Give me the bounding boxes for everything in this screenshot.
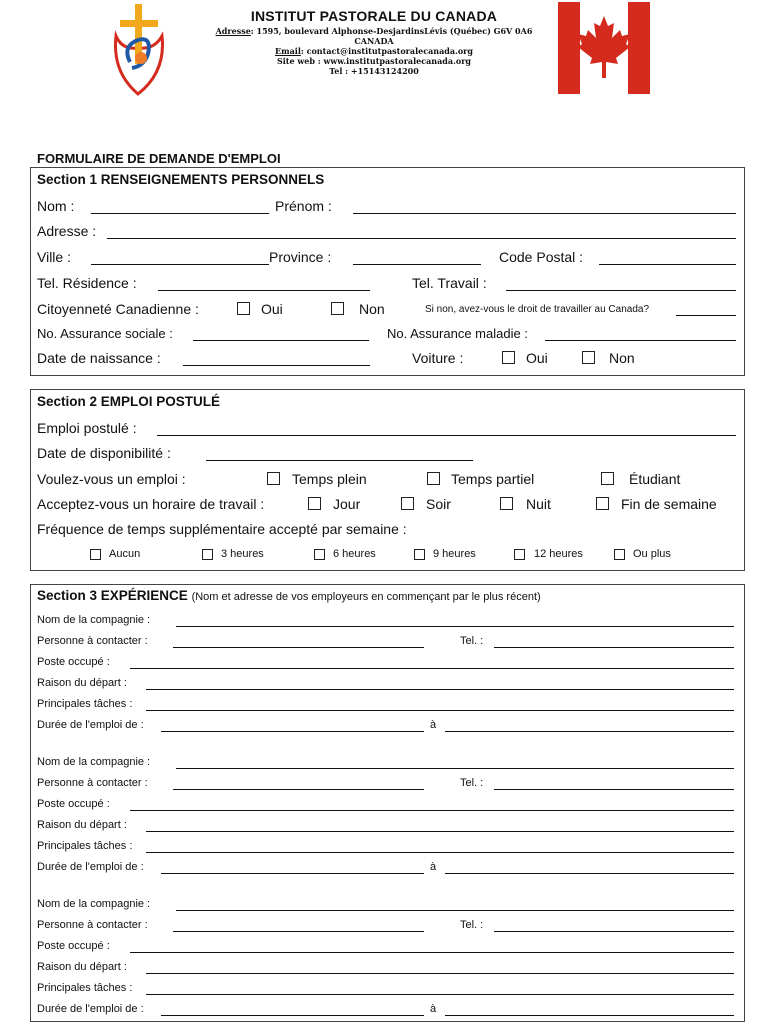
tel-label: Tel. :	[460, 777, 484, 789]
tel-residence-field[interactable]	[158, 290, 370, 291]
duree-a-label: à	[430, 1003, 437, 1015]
adresse-label: Adresse :	[37, 223, 97, 239]
code-postal-label: Code Postal :	[499, 249, 584, 265]
date-disponibilite-field[interactable]	[206, 460, 473, 461]
section3-title-text: Section 3 EXPÉRIENCE	[37, 588, 188, 603]
temps-partiel-label: Temps partiel	[451, 471, 535, 487]
compagnie-field[interactable]	[176, 626, 734, 627]
ou-plus-checkbox[interactable]	[614, 549, 625, 560]
soir-label: Soir	[426, 496, 451, 512]
duree-to-field[interactable]	[445, 1015, 734, 1016]
section3-note: (Nom et adresse de vos employeurs en commençant par le plus récent)	[191, 591, 541, 603]
taches-field[interactable]	[146, 710, 734, 711]
raison-label: Raison du départ :	[37, 677, 127, 689]
citoyennete-label: Citoyenneté Canadienne :	[37, 301, 199, 317]
tel-field[interactable]	[494, 647, 734, 648]
section3-title	[37, 588, 541, 603]
ville-field[interactable]	[91, 264, 269, 265]
voiture-non-checkbox[interactable]	[582, 351, 595, 364]
section1-title: Section 1 RENSEIGNEMENTS PERSONNELS	[37, 172, 325, 187]
nuit-label: Nuit	[526, 496, 551, 512]
date-naissance-field[interactable]	[183, 365, 370, 366]
horaire-label: Acceptez-vous un horaire de travail :	[37, 496, 265, 512]
poste-label: Poste occupé :	[37, 798, 110, 810]
duree-to-field[interactable]	[445, 873, 734, 874]
3-heures-checkbox[interactable]	[202, 549, 213, 560]
raison-field[interactable]	[146, 831, 734, 832]
canada-flag-icon	[558, 2, 650, 94]
section-personal-info	[30, 167, 745, 376]
etudiant-label: Étudiant	[629, 471, 681, 487]
poste-field[interactable]	[130, 668, 734, 669]
assurance-maladie-label: No. Assurance maladie :	[387, 326, 528, 341]
jour-checkbox[interactable]	[308, 497, 321, 510]
address-value: : 1595, boulevard Alphonse-DesjardinsLévis (Québec) G6V 0A6 CANADA	[250, 26, 533, 46]
voiture-oui-checkbox[interactable]	[502, 351, 515, 364]
poste-field[interactable]	[130, 810, 734, 811]
code-postal-field[interactable]	[599, 264, 736, 265]
compagnie-label: Nom de la compagnie :	[37, 898, 151, 910]
duree-label: Durée de l'emploi de :	[37, 1003, 144, 1015]
website-line: Site web : www.institutpastoralecanada.org	[276, 56, 472, 66]
droit-travail-label: Si non, avez-vous le droit de travailler au Canada?	[425, 304, 650, 315]
email-label: Email	[275, 46, 301, 56]
contact-label: Personne à contacter :	[37, 777, 148, 789]
emploi-postule-field[interactable]	[157, 435, 736, 436]
raison-label: Raison du départ :	[37, 961, 127, 973]
taches-label: Principales tâches :	[37, 840, 133, 852]
form-title: FORMULAIRE DE DEMANDE D'EMPLOI	[37, 151, 281, 166]
tel-travail-label: Tel. Travail :	[412, 275, 487, 291]
address-line	[200, 26, 548, 46]
poste-label: Poste occupé :	[37, 940, 110, 952]
taches-field[interactable]	[146, 994, 734, 995]
date-naissance-label: Date de naissance :	[37, 350, 161, 366]
voiture-oui-label: Oui	[526, 350, 548, 366]
phone-line: Tel : +15143124200	[329, 66, 419, 76]
soir-checkbox[interactable]	[401, 497, 414, 510]
tel-travail-field[interactable]	[506, 290, 736, 291]
voiture-non-label: Non	[609, 350, 635, 366]
emploi-postule-label: Emploi postulé :	[37, 420, 137, 436]
section-job-applied	[30, 389, 745, 571]
nom-field[interactable]	[91, 213, 269, 214]
temps-plein-checkbox[interactable]	[267, 472, 280, 485]
jour-label: Jour	[333, 496, 361, 512]
prenom-label: Prénom :	[275, 198, 332, 214]
compagnie-field[interactable]	[176, 768, 734, 769]
duree-label: Durée de l'emploi de :	[37, 861, 144, 873]
duree-from-field[interactable]	[161, 1015, 424, 1016]
frequence-label: Fréquence de temps supplémentaire accepté par semaine :	[37, 521, 407, 537]
temps-plein-label: Temps plein	[292, 471, 367, 487]
taches-field[interactable]	[146, 852, 734, 853]
tel-field[interactable]	[494, 931, 734, 932]
raison-field[interactable]	[146, 973, 734, 974]
droit-travail-field[interactable]	[676, 315, 736, 316]
raison-label: Raison du départ :	[37, 819, 127, 831]
province-field[interactable]	[353, 264, 481, 265]
adresse-field[interactable]	[107, 238, 736, 239]
duree-to-field[interactable]	[445, 731, 734, 732]
assurance-sociale-field[interactable]	[193, 340, 369, 341]
compagnie-field[interactable]	[176, 910, 734, 911]
citoyennete-non-label: Non	[359, 301, 385, 317]
poste-field[interactable]	[130, 952, 734, 953]
6-heures-label: 6 heures	[333, 548, 376, 560]
nom-label: Nom :	[37, 198, 75, 214]
contact-field[interactable]	[173, 789, 424, 790]
nuit-checkbox[interactable]	[500, 497, 513, 510]
duree-from-field[interactable]	[161, 731, 424, 732]
ou-plus-label: Ou plus	[633, 548, 671, 560]
ville-label: Ville :	[37, 249, 71, 265]
taches-label: Principales tâches :	[37, 698, 133, 710]
tel-residence-label: Tel. Résidence :	[37, 275, 137, 291]
fin-semaine-label: Fin de semaine	[621, 496, 717, 512]
compagnie-label: Nom de la compagnie :	[37, 614, 151, 626]
assurance-sociale-label: No. Assurance sociale :	[37, 326, 173, 341]
tel-label: Tel. :	[460, 919, 484, 931]
contact-field[interactable]	[173, 931, 424, 932]
6-heures-checkbox[interactable]	[314, 549, 325, 560]
duree-a-label: à	[430, 861, 437, 873]
9-heures-label: 9 heures	[433, 548, 476, 560]
etudiant-checkbox[interactable]	[601, 472, 614, 485]
12-heures-checkbox[interactable]	[514, 549, 525, 560]
9-heures-checkbox[interactable]	[414, 549, 425, 560]
raison-field[interactable]	[146, 689, 734, 690]
temps-partiel-checkbox[interactable]	[427, 472, 440, 485]
institute-logo	[108, 2, 170, 98]
taches-label: Principales tâches :	[37, 982, 133, 994]
12-heures-label: 12 heures	[534, 548, 583, 560]
duree-from-field[interactable]	[161, 873, 424, 874]
section2-title: Section 2 EMPLOI POSTULÉ	[37, 394, 221, 409]
3-heures-label: 3 heures	[221, 548, 264, 560]
duree-a-label: à	[430, 719, 437, 731]
voulez-vous-label: Voulez-vous un emploi :	[37, 471, 186, 487]
prenom-field[interactable]	[353, 213, 736, 214]
tel-label: Tel. :	[460, 635, 484, 647]
email-value: : contact@institutpastoralecanada.org	[300, 46, 473, 56]
citoyennete-oui-checkbox[interactable]	[237, 302, 250, 315]
poste-label: Poste occupé :	[37, 656, 110, 668]
citoyennete-oui-label: Oui	[261, 301, 283, 317]
fin-semaine-checkbox[interactable]	[596, 497, 609, 510]
province-label: Province :	[269, 249, 332, 265]
tel-field[interactable]	[494, 789, 734, 790]
section-experience	[30, 584, 745, 1022]
organization-name: INSTITUT PASTORALE DU CANADA	[250, 8, 498, 24]
contact-label: Personne à contacter :	[37, 919, 148, 931]
email-line	[200, 46, 548, 56]
compagnie-label: Nom de la compagnie :	[37, 756, 151, 768]
contact-field[interactable]	[173, 647, 424, 648]
citoyennete-non-checkbox[interactable]	[331, 302, 344, 315]
aucun-label: Aucun	[109, 548, 141, 560]
address-label: Adresse	[215, 26, 251, 36]
duree-label: Durée de l'emploi de :	[37, 719, 144, 731]
organization-header	[200, 8, 548, 76]
voiture-label: Voiture :	[412, 350, 464, 366]
aucun-checkbox[interactable]	[90, 549, 101, 560]
contact-label: Personne à contacter :	[37, 635, 148, 647]
date-disponibilite-label: Date de disponibilité :	[37, 445, 171, 461]
assurance-maladie-field[interactable]	[545, 340, 736, 341]
